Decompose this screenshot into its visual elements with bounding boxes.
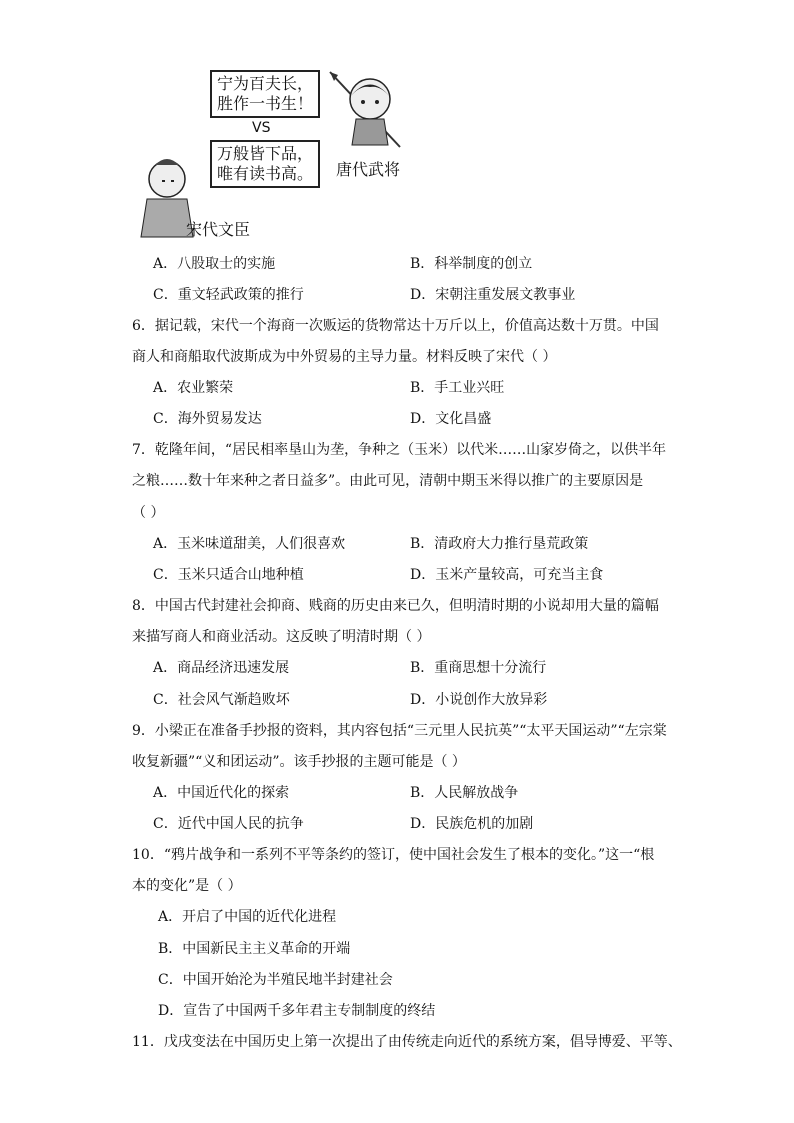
bubble-line: 唯有读书高。 [217, 164, 314, 183]
q7-stem-line2: 之粮……数十年来种之者日益多”。由此可见，清朝中期玉米得以推广的主要原因是 [132, 473, 644, 489]
q7-option-d: D．玉米产量较高，可充当主食 [410, 567, 604, 583]
q10-option-d: D．宣告了中国两千多年君主专制制度的终结 [158, 1003, 436, 1019]
q10-stem-line2: 本的变化”是（ ） [132, 878, 242, 894]
vs-label: VS [252, 120, 271, 136]
q10-option-b: B．中国新民主主义革命的开端 [158, 941, 351, 957]
q8-option-a: A．商品经济迅速发展 [153, 660, 290, 676]
tang-general-figure [320, 67, 420, 152]
q9-option-b: B．人民解放战争 [410, 785, 519, 801]
q5-option-d: D．宋朝注重发展文教事业 [410, 287, 576, 303]
q9-option-d: D．民族危机的加剧 [410, 816, 534, 832]
q10-option-c: C．中国开始沦为半殖民地半封建社会 [158, 972, 393, 988]
cartoon-illustration [130, 65, 430, 245]
q6-option-a: A．农业繁荣 [153, 380, 234, 396]
q5-option-a: A．八股取士的实施 [153, 256, 276, 272]
q6-option-b: B．手工业兴旺 [410, 380, 505, 396]
q9-option-a: A．中国近代化的探索 [153, 785, 290, 801]
q10-option-a: A．开启了中国的近代化进程 [158, 909, 337, 925]
q6-option-c: C．海外贸易发达 [153, 411, 262, 427]
caption-tang-general: 唐代武将 [336, 160, 401, 179]
q8-option-d: D．小说创作大放异彩 [410, 692, 548, 708]
q7-stem-line1: 7．乾隆年间，“居民相率垦山为垄，争种之（玉米）以代米……山家岁倚之，以供半年 [132, 442, 667, 458]
q6-stem-line1: 6．据记载，宋代一个海商一次贩运的货物常达十万斤以上，价值高达数十万贯。中国 [132, 318, 659, 334]
q9-option-c: C．近代中国人民的抗争 [153, 816, 304, 832]
q6-stem-line2: 商人和商船取代波斯成为中外贸易的主导力量。材料反映了宋代（ ） [132, 349, 557, 365]
caption-song-official: 宋代文臣 [186, 220, 251, 239]
q7-option-a: A．玉米味道甜美，人们很喜欢 [153, 536, 346, 552]
q8-stem-line1-visible: 8．中国古代封建社会抑商、贱商的历史由来已久，但明清时期的小说却用大量的篇幅 [132, 598, 659, 614]
q5-option-c: C．重文轻武政策的推行 [153, 287, 304, 303]
q8-option-c: C．社会风气渐趋败坏 [153, 692, 290, 708]
speech-bubble-general [210, 70, 320, 118]
q10-stem-line1: 10．“鸦片战争和一系列不平等条约的签订，使中国社会发生了根本的变化。”这一“根 [132, 847, 655, 863]
q6-option-d: D．文化昌盛 [410, 411, 492, 427]
bubble-line: 万般皆下品， [217, 144, 314, 163]
q7-stem-line3: （ ） [132, 505, 165, 521]
q5-option-b: B．科举制度的创立 [410, 256, 533, 272]
bubble-line: 胜作一书生！ [217, 94, 314, 113]
q9-stem-line1: 9．小梁正在准备手抄报的资料，其内容包括“三元里人民抗英”“太平天国运动”“左宗棠 [132, 723, 667, 739]
q8-option-b: B．重商思想十分流行 [410, 660, 547, 676]
q7-option-b: B．清政府大力推行垦荒政策 [410, 536, 589, 552]
q8-stem-line2: 来描写商人和商业活动。这反映了明清时期（ ） [132, 629, 431, 645]
speech-bubble-official [210, 140, 320, 188]
q7-option-c: C．玉米只适合山地种植 [153, 567, 304, 583]
q11-stem-line1: 11．戊戌变法在中国历史上第一次提出了由传统走向近代的系统方案，倡导博爱、平等、 [132, 1034, 682, 1050]
bubble-line: 宁为百夫长， [217, 74, 314, 93]
q9-stem-line2: 收复新疆”“义和团运动”。该手抄报的主题可能是（ ） [132, 754, 466, 770]
